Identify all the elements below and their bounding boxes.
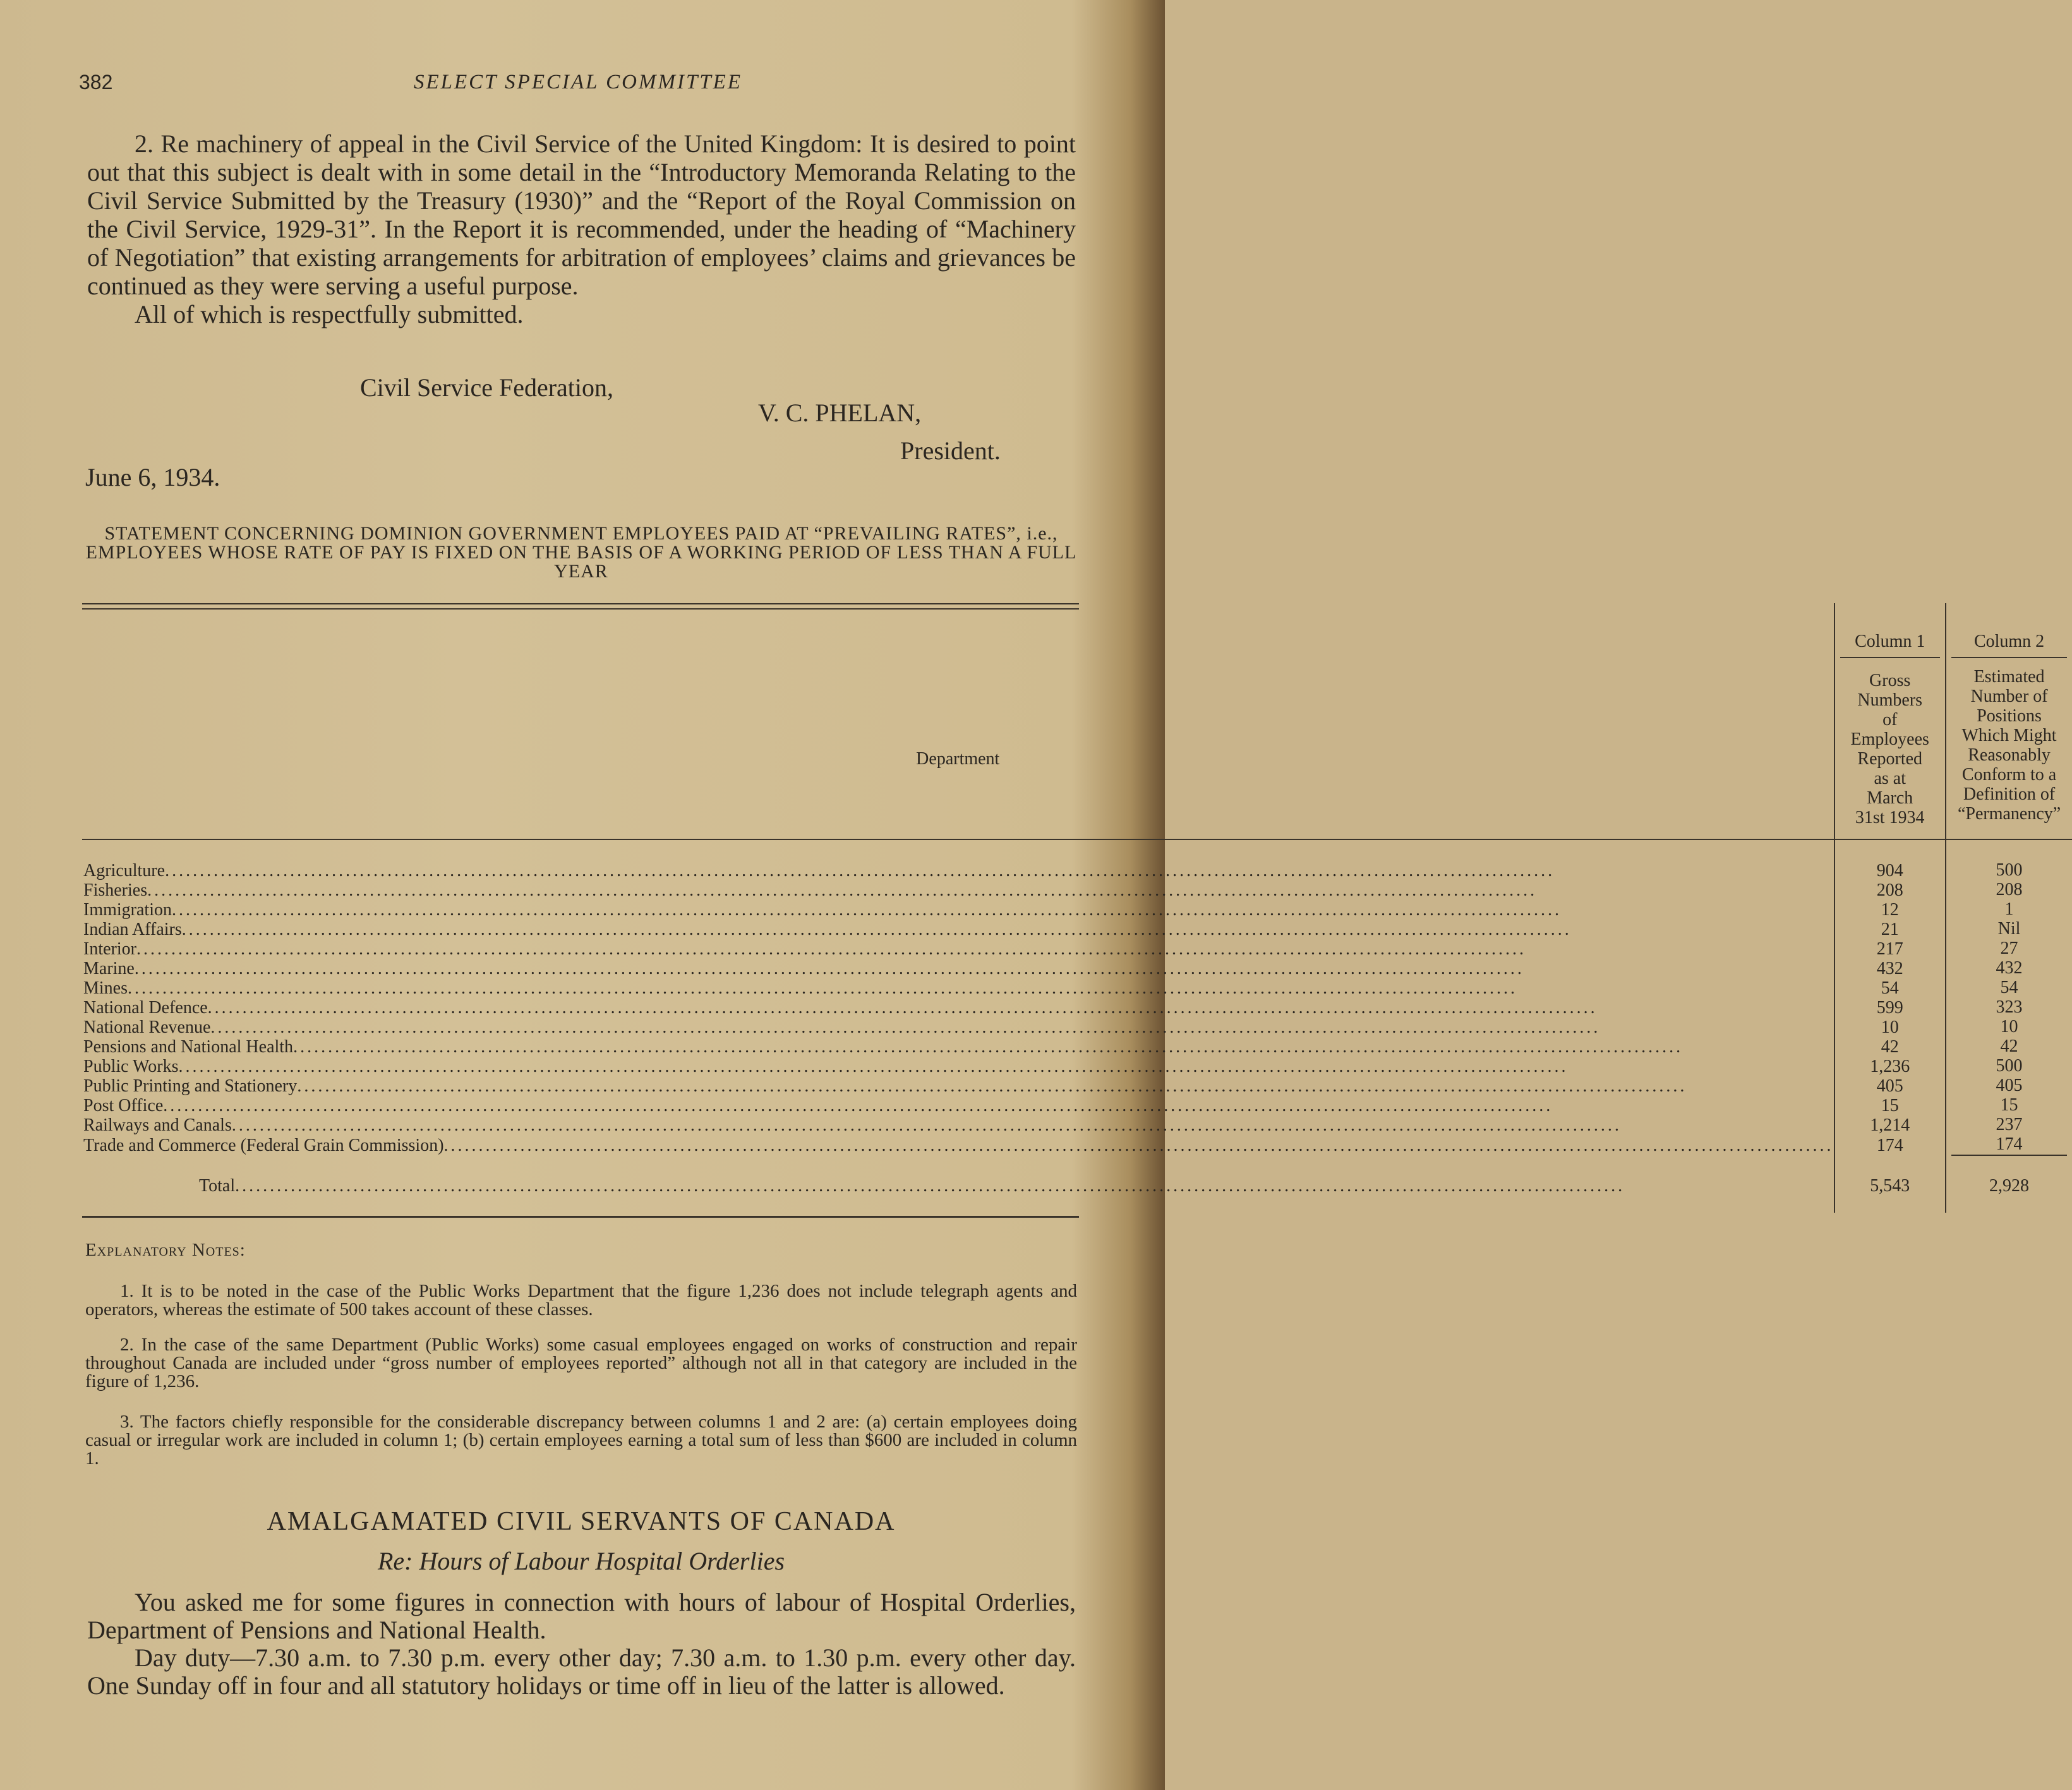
- column-1-cell: 208: [1834, 880, 1946, 900]
- column-1-cell: 10: [1834, 1018, 1946, 1037]
- page-header: [79, 71, 1077, 102]
- column-1-cell: 405: [1834, 1076, 1946, 1096]
- section-subheading: Re: Hours of Labour Hospital Orderlies: [377, 1547, 785, 1575]
- letter-body: [87, 129, 1076, 328]
- explanatory-note-3: 3. The factors chiefly responsible for the considerable discrepancy between columns 1 and 2 are: (a) certain employees doing casual or irregular work are included in column 1; (b) certain employees earning a total sum of less than $600 are included in column 1.: [85, 1412, 1077, 1469]
- department-cell: Public Printing and Stationery........................................................................................................................................................................................................: [83, 1076, 1687, 1096]
- column-1-cell: 1,236: [1834, 1057, 1946, 1076]
- column-1-cell: 21: [1834, 920, 1946, 939]
- signature-organization: Civil Service Federation,: [360, 373, 614, 402]
- table-bottom-rule: [82, 1216, 1079, 1218]
- section-body: [87, 1589, 1076, 1700]
- column-2-cell: 237: [1946, 1115, 2072, 1135]
- column-1-cell: 174: [1834, 1135, 1946, 1156]
- table-row: [82, 1115, 2072, 1135]
- department-cell: Pensions and National Health........................................................................................................................................................................................................: [83, 1037, 1684, 1057]
- table-row: [82, 880, 2072, 900]
- column-1-cell: 42: [1834, 1037, 1946, 1057]
- running-head: SELECT SPECIAL COMMITTEE: [414, 71, 742, 93]
- table-body: [82, 839, 2072, 1213]
- department-cell: Marine........................................................................................................................................................................................................: [83, 959, 1524, 978]
- department-cell: Public Works........................................................................................................................................................................................................: [83, 1057, 1569, 1076]
- table-row: [82, 1096, 2072, 1115]
- department-cell: Post Office........................................................................................................................................................................................................: [83, 1096, 1553, 1115]
- column-2-cell: Nil: [1946, 920, 2072, 939]
- department-cell: Fisheries........................................................................................................................................................................................................: [83, 880, 1538, 900]
- signature-date: June 6, 1934.: [85, 463, 220, 491]
- column-2-cell: 174: [1946, 1135, 2072, 1156]
- table-row: [82, 1135, 2072, 1156]
- statement-title: STATEMENT CONCERNING DOMINION GOVERNMENT EMPLOYEES PAID AT “PREVAILING RATES”, i.e., EMPLOYEES WHOSE RATE OF PAY IS FIXED ON THE BASIS OF A WORKING PERIOD OF LESS THAN A FULL YEAR: [85, 523, 1077, 582]
- column-2-cell: 1: [1946, 900, 2072, 920]
- table-row: [82, 920, 2072, 939]
- column-2-cell: 27: [1946, 939, 2072, 959]
- explanatory-note-1: 1. It is to be noted in the case of the Public Works Department that the figure 1,236 does not include telegraph agents and operators, whereas the estimate of 500 takes account of these classes.: [85, 1281, 1077, 1319]
- column-1-cell: 12: [1834, 900, 1946, 920]
- column-1-cell: 15: [1834, 1096, 1946, 1115]
- column-1-header: Column 1: [1834, 603, 1946, 658]
- column-2-cell: 405: [1946, 1076, 2072, 1096]
- department-header: Department: [82, 603, 1834, 839]
- total-column-2: 2,928: [1946, 1175, 2072, 1198]
- column-2-description: Estimated Number of Positions Which Might Reasonably Conform to a Definition of “Permanency”: [1946, 658, 2072, 839]
- employees-table: [82, 603, 2072, 1213]
- table-row: [82, 861, 2072, 880]
- column-1-cell: 54: [1834, 978, 1946, 998]
- column-2-cell: 323: [1946, 998, 2072, 1018]
- column-2-cell: 500: [1946, 1057, 2072, 1076]
- column-1-cell: 432: [1834, 959, 1946, 978]
- column-1-cell: 904: [1834, 861, 1946, 880]
- column-1-cell: 1,214: [1834, 1115, 1946, 1135]
- table-row: [82, 1057, 2072, 1076]
- column-2-cell: 432: [1946, 959, 2072, 978]
- column-2-cell: 208: [1946, 880, 2072, 900]
- department-cell: Railways and Canals........................................................................................................................................................................................................: [83, 1115, 1622, 1135]
- department-cell: Immigration........................................................................................................................................................................................................: [83, 900, 1562, 920]
- table-row: [82, 939, 2072, 959]
- table-row: [82, 978, 2072, 998]
- department-cell: Interior........................................................................................................................................................................................................: [83, 939, 1526, 959]
- department-cell: National Defence........................................................................................................................................................................................................: [83, 998, 1598, 1018]
- table-row: [82, 1018, 2072, 1037]
- explanatory-note-2: 2. In the case of the same Department (Public Works) some casual employees engaged on works of construction and repair throughout Canada are included under “gross number of employees reported” although not all in that category are included in the figure of 1,236.: [85, 1335, 1077, 1391]
- column-2-cell: 54: [1946, 978, 2072, 998]
- column-1-cell: 599: [1834, 998, 1946, 1018]
- paragraph-submitted: All of which is respectfully submitted.: [135, 300, 524, 328]
- column-2-cell: 42: [1946, 1037, 2072, 1057]
- paragraph-day-duty: Day duty—7.30 a.m. to 7.30 p.m. every other day; 7.30 a.m. to 1.30 p.m. every other day. One Sunday off in four and all statutory holidays or time off in lieu of the latter is allowed.: [87, 1643, 1076, 1700]
- department-cell: Indian Affairs........................................................................................................................................................................................................: [83, 920, 1572, 939]
- explanatory-notes-heading: Explanatory Notes:: [85, 1240, 246, 1260]
- paragraph-machinery-of-appeal: 2. Re machinery of appeal in the Civil Service of the United Kingdom: It is desired to point out that this subject is dealt with in some detail in the “Introductory Memoranda Relating to the Civil Service Submitted by the Treasury (1930)” and the “Report of the Royal Commission on the Civil Service, 1929-31”. In the Report it is recommended, under the heading of “Machinery of Negotiation” that existing arrangements for arbitration of employees’ claims and grievances be continued as they were serving a useful purpose.: [87, 129, 1076, 300]
- department-cell: National Revenue........................................................................................................................................................................................................: [83, 1018, 1601, 1037]
- table-row: [82, 900, 2072, 920]
- table-row: [82, 1037, 2072, 1057]
- total-label: Total........................................................................................................................................................................................................: [199, 1176, 1625, 1196]
- table-row: [82, 959, 2072, 978]
- column-2-cell: 15: [1946, 1096, 2072, 1115]
- table-row: [82, 998, 2072, 1018]
- paragraph-hospital-orderlies: You asked me for some figures in connection with hours of labour of Hospital Orderlies, Department of Pensions and National Health.: [87, 1588, 1076, 1644]
- signature-name: V. C. PHELAN,: [758, 399, 922, 427]
- department-cell: Agriculture........................................................................................................................................................................................................: [83, 861, 1555, 880]
- department-cell: Trade and Commerce (Federal Grain Commission)........................................................................................................................................................................................................: [83, 1136, 1834, 1155]
- total-column-1: 5,543: [1834, 1175, 1946, 1198]
- section-heading: AMALGAMATED CIVIL SERVANTS OF CANADA: [267, 1507, 896, 1536]
- column-2-cell: 10: [1946, 1018, 2072, 1037]
- column-2-header: Column 2: [1946, 603, 2072, 658]
- column-2-cell: 500: [1946, 861, 2072, 880]
- page-number: 382: [79, 71, 113, 93]
- column-1-cell: 217: [1834, 939, 1946, 959]
- signature-title: President.: [900, 436, 1001, 465]
- department-cell: Mines........................................................................................................................................................................................................: [83, 978, 1517, 998]
- table-row: [82, 1076, 2072, 1096]
- column-1-description: Gross Numbers of Employees Reported as at March 31st 1934: [1834, 658, 1946, 839]
- total-row: [82, 1175, 2072, 1198]
